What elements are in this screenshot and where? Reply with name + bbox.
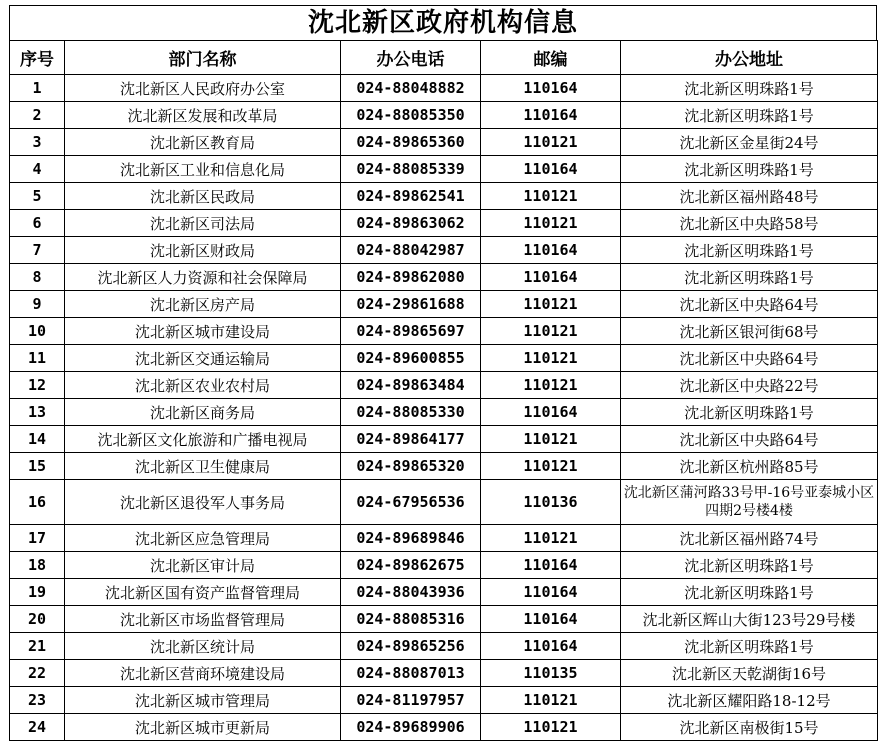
row-zip: 110121	[481, 318, 621, 345]
row-phone: 024-88085316	[341, 606, 481, 633]
row-department: 沈北新区城市建设局	[65, 318, 341, 345]
row-phone: 024-89600855	[341, 345, 481, 372]
row-index: 14	[10, 426, 65, 453]
header-department: 部门名称	[65, 41, 341, 75]
table-row	[10, 426, 878, 453]
row-address: 沈北新区辉山大街123号29号楼	[621, 606, 878, 633]
row-zip: 110121	[481, 687, 621, 714]
row-zip: 110164	[481, 399, 621, 426]
document-sheet	[9, 5, 877, 741]
table-header-row	[10, 41, 878, 75]
table-row	[10, 210, 878, 237]
row-zip: 110121	[481, 714, 621, 741]
row-phone: 024-81197957	[341, 687, 481, 714]
table-row	[10, 372, 878, 399]
row-index: 5	[10, 183, 65, 210]
row-zip: 110121	[481, 291, 621, 318]
table-row	[10, 579, 878, 606]
row-index: 24	[10, 714, 65, 741]
row-zip: 110121	[481, 426, 621, 453]
table-row	[10, 399, 878, 426]
table-row	[10, 552, 878, 579]
table-row	[10, 129, 878, 156]
row-zip: 110164	[481, 606, 621, 633]
row-zip: 110121	[481, 372, 621, 399]
row-department: 沈北新区司法局	[65, 210, 341, 237]
row-department: 沈北新区审计局	[65, 552, 341, 579]
row-index: 7	[10, 237, 65, 264]
row-phone: 024-89865360	[341, 129, 481, 156]
row-address: 沈北新区明珠路1号	[621, 75, 878, 102]
row-index: 9	[10, 291, 65, 318]
row-address: 沈北新区中央路64号	[621, 291, 878, 318]
row-phone: 024-89863484	[341, 372, 481, 399]
row-zip: 110121	[481, 129, 621, 156]
row-phone: 024-88043936	[341, 579, 481, 606]
table-row	[10, 156, 878, 183]
table-row	[10, 687, 878, 714]
row-department: 沈北新区民政局	[65, 183, 341, 210]
row-department: 沈北新区城市管理局	[65, 687, 341, 714]
row-index: 10	[10, 318, 65, 345]
row-phone: 024-89862080	[341, 264, 481, 291]
table-row	[10, 237, 878, 264]
row-department: 沈北新区国有资产监督管理局	[65, 579, 341, 606]
row-phone: 024-89865256	[341, 633, 481, 660]
row-index: 22	[10, 660, 65, 687]
row-zip: 110164	[481, 102, 621, 129]
table-row	[10, 453, 878, 480]
row-phone: 024-89863062	[341, 210, 481, 237]
row-index: 1	[10, 75, 65, 102]
agency-table	[9, 40, 878, 741]
row-department: 沈北新区商务局	[65, 399, 341, 426]
row-address: 沈北新区明珠路1号	[621, 399, 878, 426]
row-index: 20	[10, 606, 65, 633]
row-department: 沈北新区退役军人事务局	[65, 480, 341, 525]
table-row	[10, 102, 878, 129]
table-row	[10, 660, 878, 687]
row-zip: 110135	[481, 660, 621, 687]
table-row	[10, 291, 878, 318]
row-address: 沈北新区中央路64号	[621, 345, 878, 372]
row-phone: 024-89865697	[341, 318, 481, 345]
row-index: 4	[10, 156, 65, 183]
row-index: 13	[10, 399, 65, 426]
row-address: 沈北新区蒲河路33号甲-16号亚泰城小区四期2号楼4楼	[621, 480, 878, 525]
row-address: 沈北新区中央路64号	[621, 426, 878, 453]
table-row	[10, 264, 878, 291]
row-index: 18	[10, 552, 65, 579]
row-department: 沈北新区统计局	[65, 633, 341, 660]
table-row	[10, 345, 878, 372]
row-department: 沈北新区教育局	[65, 129, 341, 156]
row-zip: 110121	[481, 345, 621, 372]
row-department: 沈北新区工业和信息化局	[65, 156, 341, 183]
row-phone: 024-67956536	[341, 480, 481, 525]
row-index: 19	[10, 579, 65, 606]
row-index: 21	[10, 633, 65, 660]
row-department: 沈北新区农业农村局	[65, 372, 341, 399]
header-zip: 邮编	[481, 41, 621, 75]
row-index: 23	[10, 687, 65, 714]
row-address: 沈北新区明珠路1号	[621, 102, 878, 129]
row-phone: 024-89864177	[341, 426, 481, 453]
header-address: 办公地址	[621, 41, 878, 75]
row-phone: 024-88085330	[341, 399, 481, 426]
row-zip: 110121	[481, 525, 621, 552]
row-index: 12	[10, 372, 65, 399]
table-body	[10, 75, 878, 741]
row-phone: 024-88085350	[341, 102, 481, 129]
header-index: 序号	[10, 41, 65, 75]
row-address: 沈北新区明珠路1号	[621, 156, 878, 183]
row-address: 沈北新区耀阳路18-12号	[621, 687, 878, 714]
document-title: 沈北新区政府机构信息	[9, 5, 877, 40]
row-zip: 110121	[481, 183, 621, 210]
row-zip: 110164	[481, 75, 621, 102]
row-department: 沈北新区文化旅游和广播电视局	[65, 426, 341, 453]
row-index: 15	[10, 453, 65, 480]
row-department: 沈北新区卫生健康局	[65, 453, 341, 480]
row-phone: 024-88048882	[341, 75, 481, 102]
row-department: 沈北新区交通运输局	[65, 345, 341, 372]
row-phone: 024-89862675	[341, 552, 481, 579]
row-phone: 024-89689906	[341, 714, 481, 741]
row-phone: 024-88087013	[341, 660, 481, 687]
row-index: 17	[10, 525, 65, 552]
row-address: 沈北新区杭州路85号	[621, 453, 878, 480]
table-row	[10, 318, 878, 345]
row-address: 沈北新区中央路58号	[621, 210, 878, 237]
row-zip: 110121	[481, 210, 621, 237]
table-row	[10, 480, 878, 525]
row-department: 沈北新区房产局	[65, 291, 341, 318]
row-zip: 110164	[481, 552, 621, 579]
row-index: 8	[10, 264, 65, 291]
row-zip: 110164	[481, 633, 621, 660]
row-address: 沈北新区金星街24号	[621, 129, 878, 156]
row-zip: 110164	[481, 264, 621, 291]
table-row	[10, 75, 878, 102]
row-phone: 024-89862541	[341, 183, 481, 210]
row-address: 沈北新区明珠路1号	[621, 633, 878, 660]
table-row	[10, 525, 878, 552]
row-address: 沈北新区福州路48号	[621, 183, 878, 210]
table-row	[10, 633, 878, 660]
row-zip: 110164	[481, 237, 621, 264]
row-zip: 110164	[481, 156, 621, 183]
table-row	[10, 183, 878, 210]
row-index: 11	[10, 345, 65, 372]
row-address: 沈北新区明珠路1号	[621, 237, 878, 264]
row-index: 16	[10, 480, 65, 525]
row-address: 沈北新区天乾湖街16号	[621, 660, 878, 687]
row-department: 沈北新区发展和改革局	[65, 102, 341, 129]
row-phone: 024-88042987	[341, 237, 481, 264]
row-zip: 110136	[481, 480, 621, 525]
row-address: 沈北新区南极街15号	[621, 714, 878, 741]
header-phone: 办公电话	[341, 41, 481, 75]
row-department: 沈北新区市场监督管理局	[65, 606, 341, 633]
row-phone: 024-29861688	[341, 291, 481, 318]
table-row	[10, 606, 878, 633]
row-phone: 024-88085339	[341, 156, 481, 183]
row-index: 6	[10, 210, 65, 237]
row-department: 沈北新区城市更新局	[65, 714, 341, 741]
row-address: 沈北新区福州路74号	[621, 525, 878, 552]
row-department: 沈北新区财政局	[65, 237, 341, 264]
row-address: 沈北新区中央路22号	[621, 372, 878, 399]
row-zip: 110164	[481, 579, 621, 606]
row-department: 沈北新区营商环境建设局	[65, 660, 341, 687]
row-address: 沈北新区明珠路1号	[621, 264, 878, 291]
row-index: 2	[10, 102, 65, 129]
row-phone: 024-89865320	[341, 453, 481, 480]
row-department: 沈北新区人民政府办公室	[65, 75, 341, 102]
row-department: 沈北新区人力资源和社会保障局	[65, 264, 341, 291]
row-address: 沈北新区明珠路1号	[621, 552, 878, 579]
row-index: 3	[10, 129, 65, 156]
row-phone: 024-89689846	[341, 525, 481, 552]
row-address: 沈北新区银河街68号	[621, 318, 878, 345]
table-row	[10, 714, 878, 741]
row-zip: 110121	[481, 453, 621, 480]
row-address: 沈北新区明珠路1号	[621, 579, 878, 606]
row-department: 沈北新区应急管理局	[65, 525, 341, 552]
